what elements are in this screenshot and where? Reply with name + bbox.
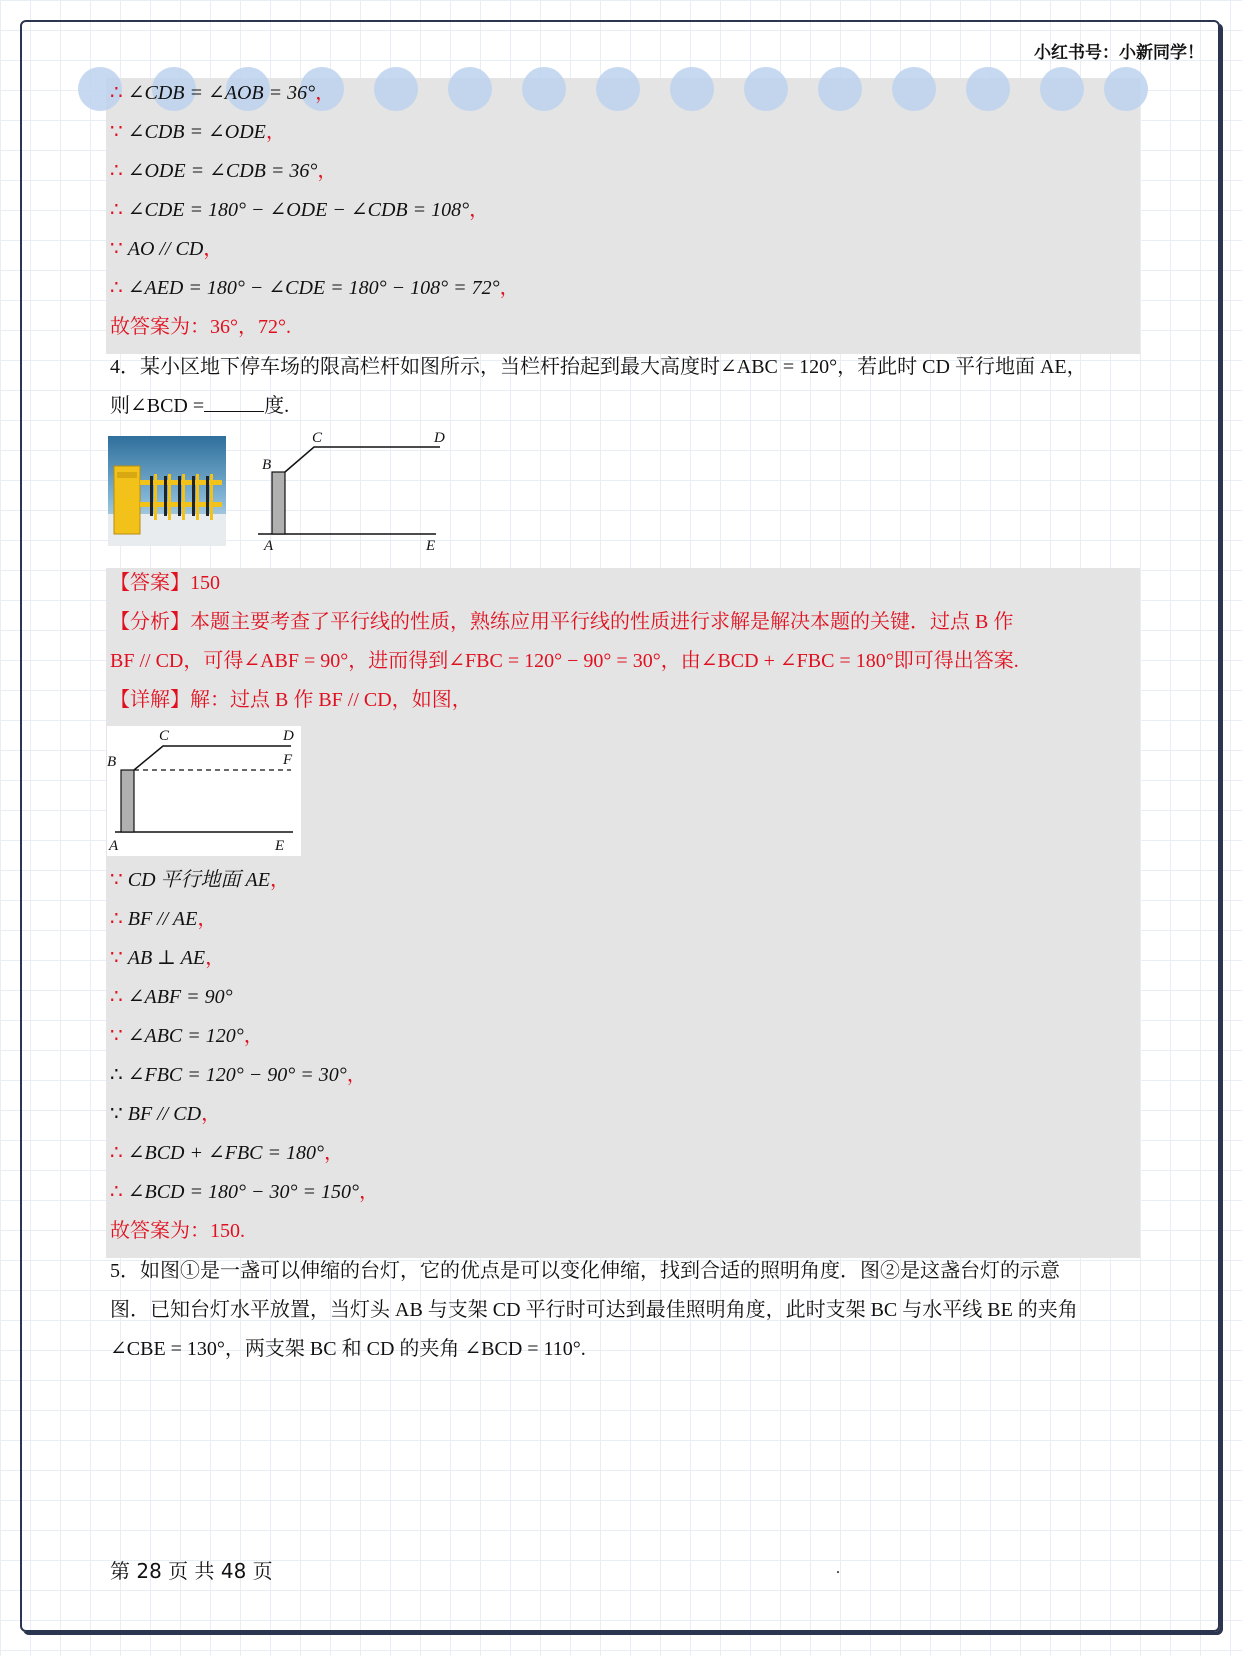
label-d: D [283,728,294,744]
prev-solution-line: ∴ ∠ODE = ∠CDB = 36°， [110,160,338,182]
q4-step: ∴ ∠BCD = 180° − 30° = 150°， [110,1181,379,1203]
prev-answer: 故答案为：36°，72°. [110,316,291,338]
prev-solution-line: ∴ ∠AED = 180° − ∠CDE = 180° − 108° = 72°， [110,277,520,299]
label-f: F [283,752,293,768]
q4-barrier-diagram [250,432,470,556]
prev-solution-line: ∴ ∠CDB = ∠AOB = 36°， [110,82,336,104]
label-b: B [107,754,117,770]
q4-text-line2: 则∠BCD = 度. [110,395,290,417]
binder-hole [1104,67,1148,111]
bar-bcd [285,447,440,472]
binder-hole [818,67,862,111]
binder-hole [744,67,788,111]
prev-solution-line: ∴ ∠CDE = 180° − ∠ODE − ∠CDB = 108°， [110,199,490,221]
label-b: B [262,457,272,473]
q4-step: ∴ ∠ABF = 90° [110,986,233,1008]
label-c: C [312,432,323,446]
label-e: E [275,838,285,854]
binder-hole [374,67,418,111]
label-d: D [434,432,445,446]
q5-text-line1: 5．如图①是一盏可以伸缩的台灯，它的优点是可以变化伸缩，找到合适的照明角度．图②是这盏台灯的示意 [110,1260,1060,1282]
prev-solution-line: ∵ AO // CD， [110,238,224,260]
q4-step: ∴ BF // AE， [110,908,218,930]
answer-blank [204,393,264,412]
barrier-gate-photo [108,436,226,546]
q4-step: ∵ CD 平行地面 AE， [110,869,290,891]
binder-hole [670,67,714,111]
q4-answer: 【答案】150 [110,572,220,594]
watermark: 小红书号：小新同学！ [1034,43,1204,63]
q4-text-line1: 4．某小区地下停车场的限高栏杆如图所示，当栏杆抬起到最大高度时∠ABC = 120°，若此时 CD 平行地面 AE， [110,356,1087,378]
q4-step: ∵ BF // CD， [110,1103,222,1125]
label-a: A [264,538,274,554]
label-a: A [109,838,119,854]
q4-analysis-line2: BF // CD，可得∠ABF = 90°，进而得到∠FBC = 120° − 90° = 30°，由∠BCD + ∠FBC = 180°即可得出答案. [110,650,1019,672]
binder-hole [966,67,1010,111]
q4-analysis-line1: 【分析】本题主要考查了平行线的性质，熟练应用平行线的性质进行求解是解决本题的关键．过点 B 作 [110,611,1014,633]
q4-detail: 【详解】解：过点 B 作 BF // CD，如图， [110,689,472,711]
page-number: 第 28 页 共 48 页 [110,1559,273,1583]
q4-step: ∴ ∠BCD + ∠FBC = 180°， [110,1142,345,1164]
binder-hole [892,67,936,111]
q4-solution-diagram [107,726,301,856]
binder-hole [448,67,492,111]
q5-text-line2: 图．已知台灯水平放置，当灯头 AB 与支架 CD 平行时可达到最佳照明角度，此时支架 BC 与水平线 BE 的夹角 [110,1299,1078,1321]
q4-final-answer: 故答案为：150. [110,1220,245,1242]
binder-hole [522,67,566,111]
footer-dot: . [836,1560,840,1577]
q4-step: ∵ ∠ABC = 120°， [110,1025,264,1047]
label-c: C [159,728,170,744]
q5-text-line3: ∠CBE = 130°，两支架 BC 和 CD 的夹角 ∠BCD = 110°. [110,1338,586,1360]
label-e: E [426,538,436,554]
q4-step: ∵ AB ⊥ AE， [110,947,226,969]
q4-step: ∴ ∠FBC = 120° − 90° = 30°， [110,1064,367,1086]
prev-solution-line: ∵ ∠CDB = ∠ODE， [110,121,286,143]
post-ab [272,472,285,534]
binder-hole [596,67,640,111]
binder-hole [1040,67,1084,111]
